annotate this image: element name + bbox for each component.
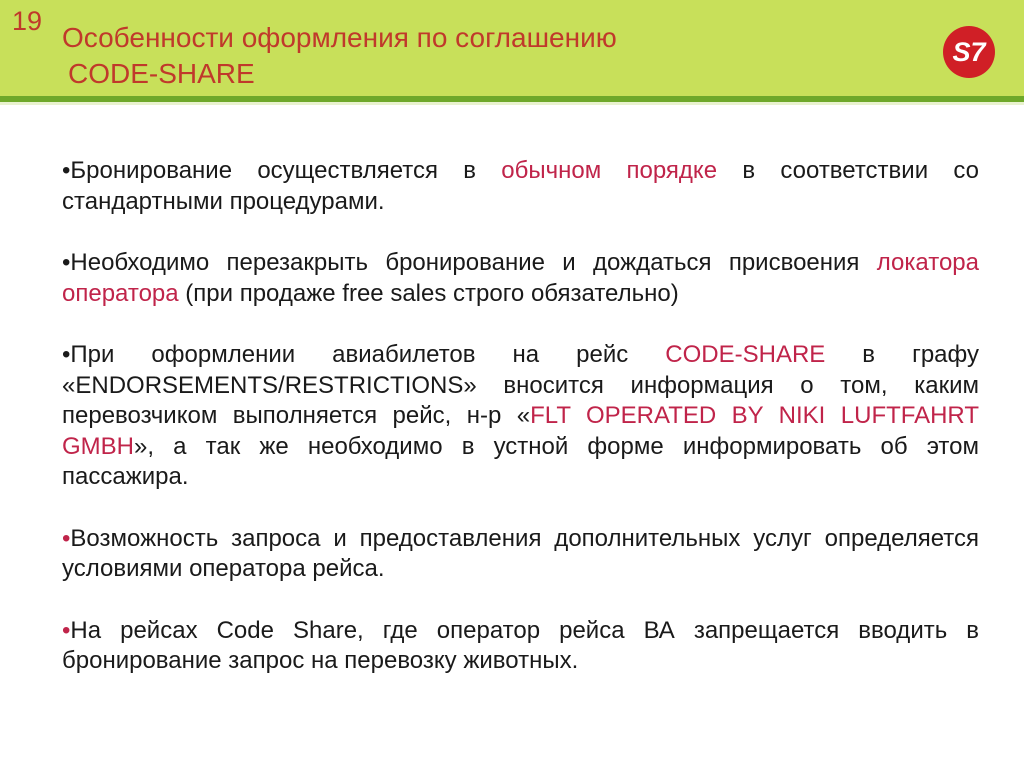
text-segment: Бронирование осуществляется в [70,157,502,184]
bullet-marker: • [62,249,71,276]
text-segment: Возможность запроса и предоставления дополнительных услуг определяется условиями оператора рейса. [62,524,979,582]
slide-content [62,156,979,708]
highlighted-text: обычном порядке [501,157,718,184]
text-segment: На рейсах Code Share, где оператор рейса ВА запрещается вводить в бронирование запрос на перевозку животных. [62,616,979,674]
header-divider-shadow [0,102,1024,105]
highlighted-text: локатора оператора [62,249,979,307]
bullet-marker: • [62,341,71,368]
bullet-paragraph [62,156,979,217]
s7-logo-text: S7 [952,37,986,67]
text-segment: в соответствии со стандартными процедурами. [62,157,980,215]
text-segment: в графу «ENDORSEMENTS/RESTRICTIONS» вносится информация о том, каким перевозчиком выполняется рейс, н-р « [62,341,979,429]
bullet-paragraph [62,616,979,677]
highlighted-text: CODE-SHARE [665,341,826,368]
text-segment: (при продаже free sales строго обязательно) [178,279,679,307]
highlighted-text: FLT OPERATED BY NIKI LUFTFAHRT GMBH [62,402,979,460]
bullet-paragraph [62,248,979,309]
s7-logo [943,26,995,78]
bullet-marker: • [62,524,71,552]
slide-title [62,20,617,92]
s7-logo-mark [943,26,995,78]
slide-number: 19 [12,6,43,36]
bullet-marker: • [62,157,71,184]
bullet-marker: • [62,616,71,644]
text-segment: Необходимо перезакрыть бронирование и дождаться присвоения [70,249,877,276]
bullet-paragraph [62,524,979,585]
text-segment: », а так же необходимо в устной форме информировать об этом пассажира. [62,432,979,490]
text-segment: При оформлении авиабилетов на рейс [70,341,666,368]
slide-title-line-2: CODE-SHARE [68,58,255,89]
bullet-paragraph [62,340,979,493]
slide-title-line-1: Особенности оформления по соглашению [62,22,617,53]
